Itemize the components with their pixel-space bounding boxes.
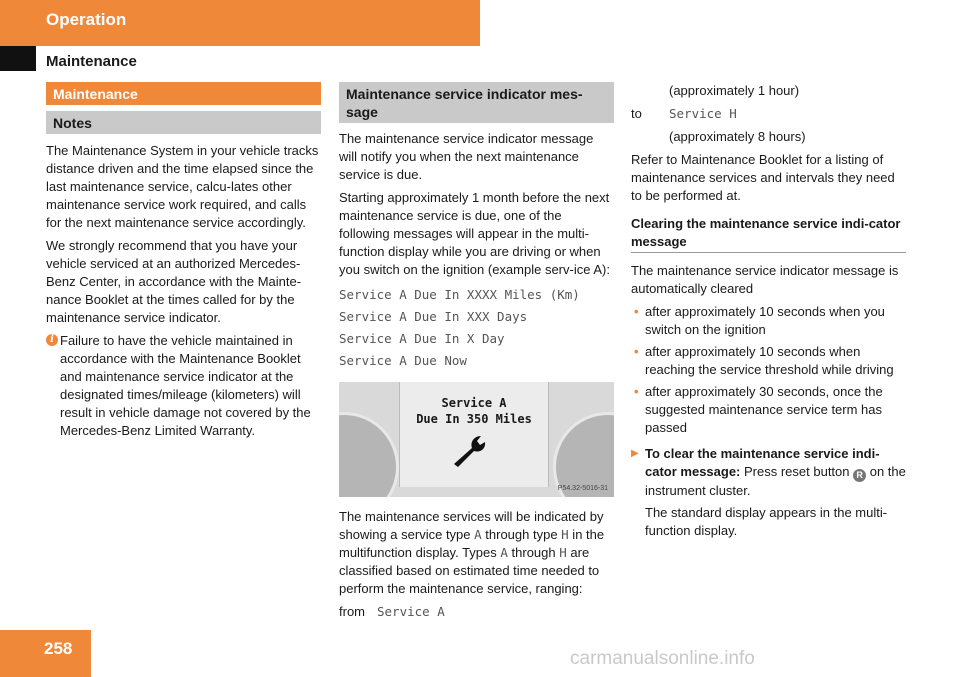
image-caption: P54.32-5016-31	[557, 485, 608, 492]
indicator-message-bar: Maintenance service indicator mes-sage	[339, 82, 614, 123]
list-item: • after approximately 10 seconds when you switch on the ignition	[634, 304, 885, 337]
reset-button-icon: R	[853, 469, 866, 482]
booklet-paragraph: Refer to Maintenance Booklet for a listing of maintenance services and intervals they need to be performed at.	[631, 152, 895, 203]
service-types-paragraph: The maintenance services will be indicated by showing a service type A through type H in the multifunction display. Types A through H are classified based on estimated time needed to perform the maintenance service, ranging:	[339, 509, 605, 596]
from-value: Service A	[377, 604, 445, 619]
to-value: Service H	[669, 106, 737, 121]
multifunction-display-image	[339, 382, 614, 497]
recommendation-paragraph: We strongly recommend that you have your vehicle serviced at an authorized Mercedes-Benz Center, in accordance with the Mainte-nance Booklet at the times called for by the maintenance service indicator.	[46, 238, 302, 325]
display-line-2: Due In 350 Miles	[416, 412, 532, 426]
indicator-timing-paragraph: Starting approximately 1 month before the next maintenance service is due, one of the following messages will appear in the multi-function display while you are driving or when you switch on the ignition (example serv-ice A):	[339, 190, 610, 277]
message-days: Service A Due In XXX Days	[339, 309, 528, 324]
from-note: (approximately 1 hour)	[669, 83, 800, 98]
section-title: Operation	[46, 10, 127, 29]
maintenance-section-bar: Maintenance	[46, 82, 321, 105]
message-miles: Service A Due In XXXX Miles (Km)	[339, 287, 580, 302]
watermark: carmanualsonline.info	[570, 648, 755, 669]
info-icon: i	[46, 334, 58, 346]
display-screen	[399, 382, 549, 487]
range-from-row	[339, 603, 614, 621]
instruction-result: The standard display appears in the multi-function display.	[645, 505, 888, 538]
page-heading: Maintenance	[46, 53, 137, 70]
notes-bar: Notes	[46, 111, 321, 134]
column-middle	[339, 82, 614, 621]
indicator-intro-paragraph: The maintenance service indicator message will notify you when the next maintenance service is due.	[339, 131, 594, 182]
arrow-icon: ▶	[631, 448, 639, 459]
from-label: from	[339, 604, 365, 619]
message-due-now: Service A Due Now	[339, 353, 467, 368]
display-line-1: Service A	[441, 396, 507, 410]
maintenance-system-paragraph: The Maintenance System in your vehicle tracks distance driven and the time elapsed since the last maintenance service, calcu-lates other maintenance service work required, and calls for the next maintenance service accordingly.	[46, 143, 319, 230]
section-tab-marker	[0, 46, 36, 71]
page-number: 258	[0, 630, 91, 677]
auto-clear-paragraph: The maintenance service indicator message is automatically cleared	[631, 263, 899, 296]
clear-message-instruction: ▶ To clear the maintenance service indi-cator message: Press reset button R on the instrument cluster.	[631, 446, 906, 498]
message-day: Service A Due In X Day	[339, 331, 505, 346]
warranty-note-text: Failure to have the vehicle maintained in accordance with the Maintenance Booklet and maintenance service indicator at the designated times/mileage (kilometers) will result in vehicle damage not covered by the Mercedes-Benz Limited Warranty.	[60, 333, 311, 438]
to-label: to	[631, 106, 642, 121]
list-item: • after approximately 30 seconds, once the suggested maintenance service term has passed	[634, 384, 883, 435]
instruction-heading: To clear the maintenance service indi-cator message:	[645, 446, 880, 479]
list-item: • after approximately 10 seconds when reaching the service threshold while driving	[634, 344, 894, 377]
wrench-icon	[450, 434, 492, 468]
column-left	[46, 82, 321, 440]
clearing-subheading: Clearing the maintenance service indi-cator message	[631, 215, 906, 253]
left-gauge	[339, 412, 399, 497]
range-to-row	[631, 105, 906, 123]
warranty-note	[46, 332, 321, 440]
column-right	[631, 82, 906, 540]
to-note: (approximately 8 hours)	[669, 129, 806, 144]
clear-conditions-list	[631, 303, 906, 437]
